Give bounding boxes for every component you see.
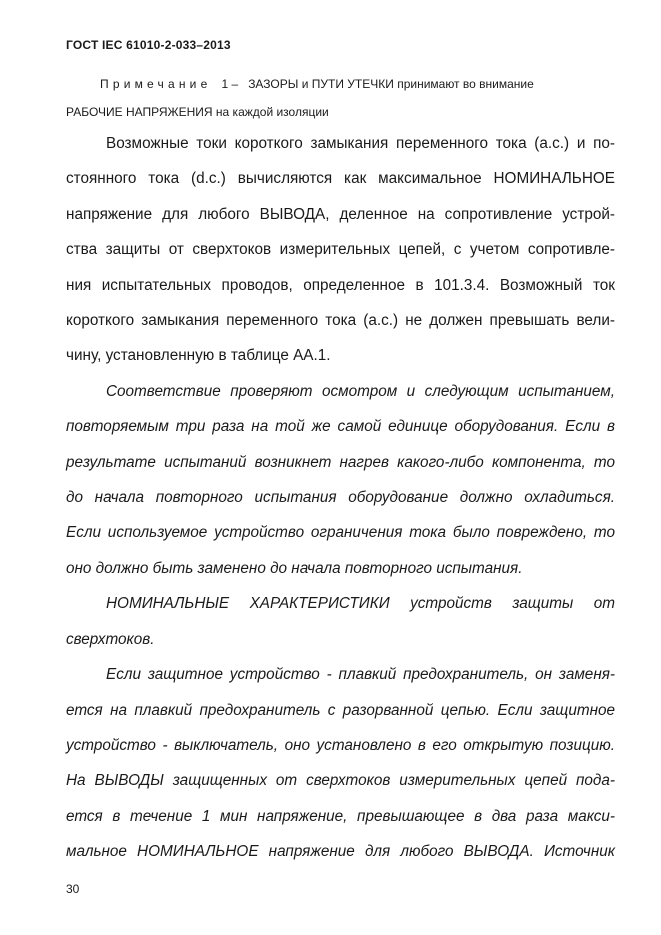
text-line: На ВЫВОДЫ защищенных от сверхтоков измерительных цепей пода- <box>66 772 615 790</box>
text-line: короткого замыкания переменного тока (a.c.) не должен превышать вели- <box>66 312 615 330</box>
page-number: 30 <box>66 882 80 896</box>
main-text <box>66 126 615 870</box>
paragraph-protective-device <box>66 657 615 869</box>
note-text-1: ЗАЗОРЫ и ПУТИ УТЕЧКИ принимают во внимание <box>248 77 534 91</box>
text-line: Соответствие проверяют осмотром и следующим испытанием, <box>106 382 615 400</box>
note-number: 1 – <box>221 77 239 91</box>
note-label: Примечание <box>100 77 212 91</box>
text-line: стоянного тока (d.c.) вычисляются как максимальное НОМИНАЛЬНОЕ <box>66 170 615 188</box>
note-line-1 <box>66 70 596 98</box>
document-header: ГОСТ IEC 61010-2-033–2013 <box>66 38 231 52</box>
text-line: повторяемым три раза на той же самой единице оборудования. Если в <box>66 418 615 436</box>
paragraph-short-circuit <box>66 126 615 374</box>
text-line: ется в течение 1 мин напряжение, превышающее в два раза макси- <box>66 807 615 825</box>
text-line: НОМИНАЛЬНЫЕ ХАРАКТЕРИСТИКИ устройств защиты от <box>106 595 615 613</box>
text-line: до начала повторного испытания оборудование должно охладиться. <box>66 489 615 507</box>
text-line: мальное НОМИНАЛЬНОЕ напряжение для любого ВЫВОДА. Источник <box>66 843 615 861</box>
text-line: результате испытаний возникнет нагрев какого-либо компонента, то <box>66 453 615 471</box>
text-line: Если защитное устройство - плавкий предохранитель, он заменя- <box>106 666 615 684</box>
text-line: ется на плавкий предохранитель с разорванной цепью. Если защитное <box>66 701 615 719</box>
text-line: оно должно быть заменено до начала повторного испытания. <box>66 559 523 577</box>
text-line: Если используемое устройство ограничения тока было повреждено, то <box>66 524 615 542</box>
text-line: ства защиты от сверхтоков измерительных цепей, с учетом сопротивле- <box>66 241 615 259</box>
paragraph-compliance <box>66 374 615 586</box>
text-line: Возможные токи короткого замыкания переменного тока (a.c.) и по- <box>106 135 615 152</box>
text-line: ния испытательных проводов, определенное в 101.3.4. Возможный ток <box>66 276 615 294</box>
paragraph-ratings <box>66 586 615 657</box>
text-line: напряжение для любого ВЫВОДА, деленное на сопротивление устрой- <box>66 205 615 223</box>
note-block <box>66 70 596 126</box>
text-line: чину, установленную в таблице АА.1. <box>66 347 331 365</box>
text-line: устройство - выключатель, оно установлено в его открытую позицию. <box>66 736 615 754</box>
text-line: сверхтоков. <box>66 630 155 648</box>
note-text-2: РАБОЧИЕ НАПРЯЖЕНИЯ на каждой изоляции <box>66 105 329 119</box>
